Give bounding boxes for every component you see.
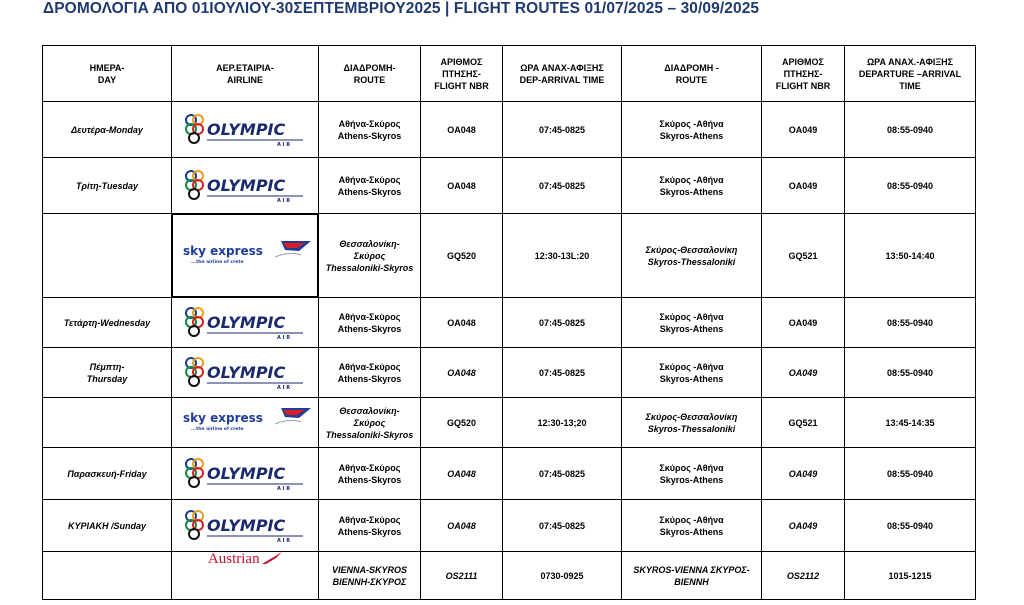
cell-day: Τετάρτη-Wednesday	[43, 298, 172, 348]
cell-day: Δευτέρα-Monday	[43, 102, 172, 158]
cell-flight-return: OA049	[762, 158, 845, 214]
table-row	[43, 102, 976, 158]
olympic-logo-text: OLYMPIC	[207, 312, 286, 332]
cell-time-outbound: 0730-0925	[503, 552, 622, 600]
cell-airline	[172, 158, 319, 214]
cell-flight-outbound: OA048	[421, 158, 503, 214]
header-route-return: ΔΙΑΔΡΟΜΗ - ROUTE	[622, 46, 762, 102]
cell-time-return: 08:55-0940	[845, 500, 976, 552]
olympic-logo-subtext: A I R	[277, 334, 291, 340]
olympic-air-logo	[172, 306, 318, 340]
cell-airline	[172, 298, 319, 348]
cell-route-return: Σκύρος -Αθήνα Skyros-Athens	[622, 500, 762, 552]
olympic-logo-subtext: A I R	[277, 141, 291, 147]
sky-logo-subtext: ...the airline of crete	[191, 426, 244, 432]
cell-route-outbound: Αθήνα-Σκύρος Athens-Skyros	[319, 448, 421, 500]
table-row	[43, 552, 976, 600]
table-row	[43, 500, 976, 552]
header-day: ΗΜΕΡΑ- DAY	[43, 46, 172, 102]
page-title: ΔΡΟΜΟΛΟΓΙΑ ΑΠΟ 01ΙΟΥΛΙΟΥ-30ΣΕΠΤΕΜΒΡΙΟΥ2025 | FLIGHT ROUTES 01/07/2025 – 30/09/2025	[43, 0, 760, 17]
austrian-logo	[172, 552, 318, 566]
cell-route-outbound: Αθήνα-Σκύρος Athens-Skyros	[319, 500, 421, 552]
cell-flight-return: GQ521	[762, 398, 845, 448]
olympic-logo-text: OLYMPIC	[207, 175, 286, 195]
cell-time-return: 08:55-0940	[845, 102, 976, 158]
cell-route-return: Σκύρος-Θεσσαλονίκη Skyros-Thessaloniki	[622, 214, 762, 298]
cell-flight-return: OA049	[762, 298, 845, 348]
cell-flight-return: OS2112	[762, 552, 845, 600]
header-flight-return: ΑΡΙΘΜΟΣ ΠΤΗΣΗΣ- FLIGHT NBR	[762, 46, 845, 102]
cell-day	[43, 398, 172, 448]
cell-day: ΚΥΡΙΑΚΗ /Sunday	[43, 500, 172, 552]
sky-logo-subtext: ...the airline of crete	[191, 259, 244, 265]
cell-flight-outbound: OA048	[421, 348, 503, 398]
cell-route-return: SKYROS-VIENNA ΣΚΥΡΟΣ- ΒΙΕΝΝΗ	[622, 552, 762, 600]
sky-logo-text: sky express	[183, 410, 263, 425]
cell-time-outbound: 07:45-0825	[503, 298, 622, 348]
olympic-air-logo	[172, 169, 318, 203]
cell-route-return: Σκύρος -Αθήνα Skyros-Athens	[622, 348, 762, 398]
olympic-air-logo	[172, 457, 318, 491]
cell-airline	[172, 552, 319, 600]
sky-logo-text: sky express	[183, 243, 263, 258]
cell-time-outbound: 07:45-0825	[503, 102, 622, 158]
cell-airline	[172, 500, 319, 552]
table-row	[43, 448, 976, 500]
cell-flight-outbound: OA048	[421, 500, 503, 552]
cell-airline	[172, 348, 319, 398]
cell-time-return: 13:50-14:40	[845, 214, 976, 298]
cell-route-outbound: Αθήνα-Σκύρος Athens-Skyros	[319, 102, 421, 158]
table-row	[43, 348, 976, 398]
cell-route-return: Σκύρος -Αθήνα Skyros-Athens	[622, 448, 762, 500]
olympic-logo-subtext: A I R	[277, 537, 291, 543]
header-row	[43, 46, 976, 102]
cell-route-outbound: Αθήνα-Σκύρος Athens-Skyros	[319, 158, 421, 214]
cell-flight-outbound: GQ520	[421, 214, 503, 298]
cell-airline	[172, 102, 319, 158]
header-time-outbound: ΩΡΑ ΑΝΑΧ-ΑΦΙΞΗΣ DEP-ARRIVAL TIME	[503, 46, 622, 102]
cell-time-outbound: 07:45-0825	[503, 158, 622, 214]
cell-flight-return: OA049	[762, 448, 845, 500]
olympic-air-logo	[172, 509, 318, 543]
olympic-air-logo	[172, 113, 318, 147]
cell-flight-outbound: OA048	[421, 448, 503, 500]
olympic-logo-subtext: A I R	[277, 197, 291, 203]
cell-time-outbound: 07:45-0825	[503, 500, 622, 552]
cell-time-return: 08:55-0940	[845, 158, 976, 214]
cell-route-outbound: Αθήνα-Σκύρος Athens-Skyros	[319, 298, 421, 348]
cell-flight-outbound: OA048	[421, 298, 503, 348]
olympic-logo-text: OLYMPIC	[207, 119, 286, 139]
cell-time-return: 1015-1215	[845, 552, 976, 600]
cell-time-return: 08:55-0940	[845, 448, 976, 500]
cell-time-outbound: 07:45-0825	[503, 348, 622, 398]
cell-time-outbound: 07:45-0825	[503, 448, 622, 500]
cell-day	[43, 214, 172, 298]
table-row	[43, 298, 976, 348]
olympic-air-logo	[172, 356, 318, 390]
cell-route-outbound: Θεσσαλονίκη- Σκύρος Thessaloniki-Skyros	[319, 398, 421, 448]
cell-time-return: 13:45-14:35	[845, 398, 976, 448]
olympic-logo-subtext: A I R	[277, 384, 291, 390]
cell-time-outbound: 12:30-13L:20	[503, 214, 622, 298]
cell-flight-outbound: OS2111	[421, 552, 503, 600]
table-row	[43, 398, 976, 448]
cell-time-outbound: 12:30-13;20	[503, 398, 622, 448]
cell-day: Τρίτη-Tuesday	[43, 158, 172, 214]
header-route-outbound: ΔΙΑΔΡΟΜΗ- ROUTE	[319, 46, 421, 102]
table-row	[43, 214, 976, 298]
cell-airline	[172, 398, 319, 448]
header-airline: ΑΕΡ.ΕΤΑΙΡΙΑ- AIRLINE	[172, 46, 319, 102]
austrian-logo-text: Austrian	[207, 551, 260, 567]
header-time-return: ΩΡΑ ΑΝΑΧ.-ΑΦΙΞΗΣ DEPARTURE –ARRIVAL TIME	[845, 46, 976, 102]
cell-route-outbound: Αθήνα-Σκύρος Athens-Skyros	[319, 348, 421, 398]
cell-time-return: 08:55-0940	[845, 348, 976, 398]
cell-day	[43, 552, 172, 600]
cell-flight-return: OA049	[762, 348, 845, 398]
header-flight-outbound: ΑΡΙΘΜΟΣ ΠΤΗΣΗΣ- FLIGHT NBR	[421, 46, 503, 102]
flight-schedule-table	[42, 45, 976, 600]
cell-route-return: Σκύρος -Αθήνα Skyros-Athens	[622, 158, 762, 214]
cell-route-return: Σκύρος-Θεσσαλονίκη Skyros-Thessaloniki	[622, 398, 762, 448]
table-row	[43, 158, 976, 214]
olympic-logo-text: OLYMPIC	[207, 515, 286, 535]
cell-flight-return: GQ521	[762, 214, 845, 298]
cell-airline	[172, 214, 319, 298]
cell-flight-return: OA049	[762, 102, 845, 158]
sky-express-logo	[172, 239, 318, 273]
cell-route-outbound: VIENNA-SKYROS ΒΙΕΝΝΗ-ΣΚΥΡΟΣ	[319, 552, 421, 600]
sky-express-logo	[172, 406, 318, 440]
cell-flight-outbound: GQ520	[421, 398, 503, 448]
olympic-logo-text: OLYMPIC	[207, 463, 286, 483]
cell-time-return: 08:55-0940	[845, 298, 976, 348]
cell-flight-return: OA049	[762, 500, 845, 552]
olympic-logo-subtext: A I R	[277, 485, 291, 491]
cell-airline	[172, 448, 319, 500]
olympic-logo-text: OLYMPIC	[207, 362, 286, 382]
cell-route-outbound: Θεσσαλονίκη- Σκύρος Thessaloniki-Skyros	[319, 214, 421, 298]
cell-flight-outbound: OA048	[421, 102, 503, 158]
cell-day: Παρασκευή-Friday	[43, 448, 172, 500]
cell-route-return: Σκύρος -Αθήνα Skyros-Athens	[622, 102, 762, 158]
cell-route-return: Σκύρος -Αθήνα Skyros-Athens	[622, 298, 762, 348]
cell-day: Πέμπτη- Thursday	[43, 348, 172, 398]
